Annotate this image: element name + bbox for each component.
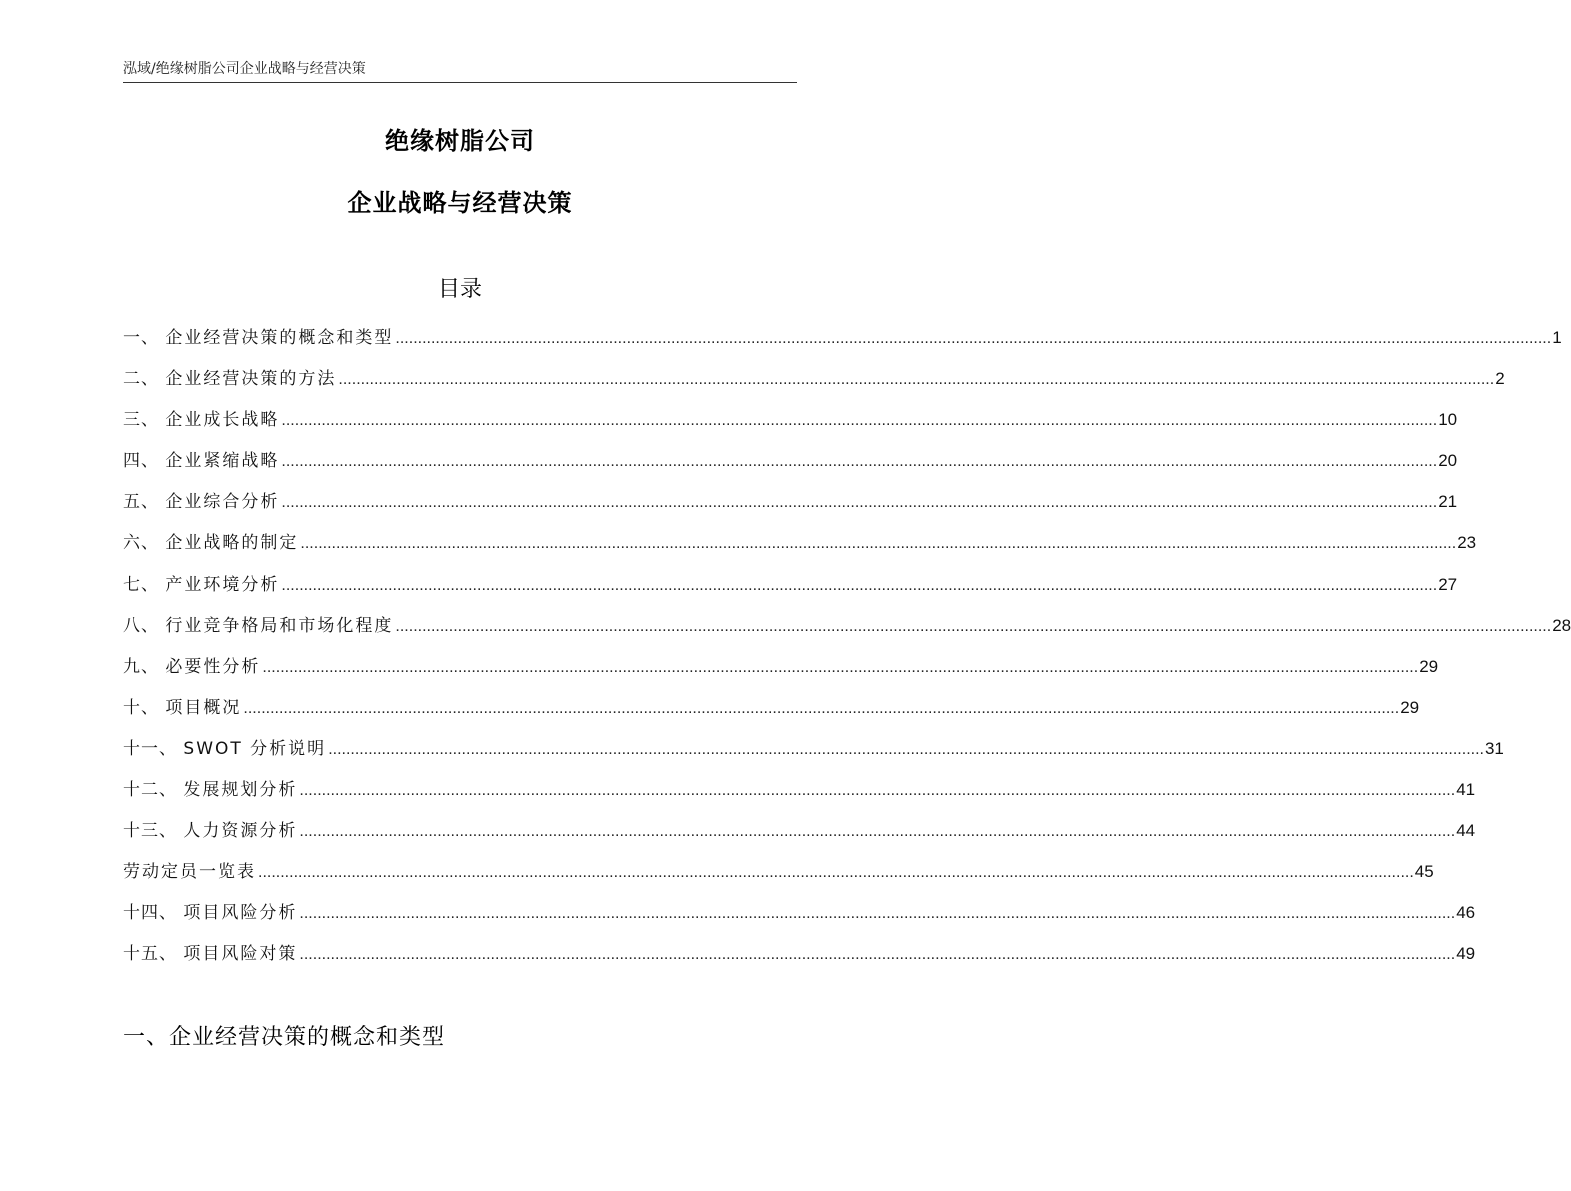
toc-entry[interactable] (123, 399, 1458, 440)
toc-entry-title: 企业战略的制定 (165, 533, 299, 554)
toc-entry-page: 29 (1400, 697, 1420, 717)
toc-entry-number: 七、 (123, 574, 166, 595)
toc-entry-number: 九、 (123, 656, 166, 677)
toc-entry-page: 29 (1419, 656, 1439, 676)
toc-dot-leader: .................................................................................................................................................................................................................................................................... (281, 494, 1438, 512)
toc-entry-page: 28 (1552, 615, 1571, 635)
toc-entry[interactable] (123, 769, 1476, 810)
toc-entry[interactable] (123, 892, 1476, 933)
toc-entry[interactable] (123, 851, 1434, 892)
toc-entry-title: 企业经营决策的概念和类型 (165, 328, 394, 348)
toc-entry[interactable] (123, 687, 1420, 728)
toc-entry[interactable] (123, 358, 1505, 399)
toc-entry-page: 21 (1438, 492, 1458, 512)
toc-dot-leader: .................................................................................................................................................................................................................................................................... (281, 412, 1438, 430)
toc-entry-number: 四、 (123, 451, 166, 472)
toc-entry[interactable] (123, 933, 1476, 974)
toc-entry-number: 六、 (123, 533, 166, 554)
toc-entry[interactable] (123, 317, 1562, 358)
toc-entry-page: 2 (1495, 369, 1505, 389)
toc-entry-number: 十三、 (123, 821, 184, 842)
toc-dot-leader: .................................................................................................................................................................................................................................................................... (243, 699, 1400, 717)
toc-entry[interactable] (123, 440, 1458, 481)
toc-entry-title: 企业紧缩战略 (165, 451, 280, 472)
toc-entry-title: 项目风险分析 (183, 903, 298, 924)
toc-entry-number: 五、 (123, 492, 166, 513)
toc-entry[interactable] (123, 646, 1439, 687)
toc-entry[interactable] (123, 522, 1477, 563)
company-title: 绝缘树脂公司 (385, 127, 535, 155)
document-title: 企业战略与经营决策 (347, 189, 573, 217)
toc-entry-title: 发展规划分析 (183, 780, 298, 801)
toc-entry-title: 产业环境分析 (165, 574, 280, 595)
toc-entry-title: 行业竞争格局和市场化程度 (165, 615, 394, 636)
toc-dot-leader: .................................................................................................................................................................................................................................................................... (299, 946, 1456, 964)
toc-entry-title: SWOT 分析说明 (183, 738, 327, 759)
toc-entry-page: 27 (1438, 574, 1458, 594)
toc-entry-title: 项目概况 (165, 697, 242, 718)
toc-dot-leader: .................................................................................................................................................................................................................................................................... (300, 535, 1457, 553)
toc-entry[interactable] (123, 564, 1458, 605)
toc-entry-page: 10 (1438, 410, 1458, 430)
toc-entry-title: 人力资源分析 (183, 821, 298, 842)
toc-entry-number: 十二、 (123, 780, 184, 801)
toc-entry-title: 企业综合分析 (165, 492, 280, 513)
toc-entry-page: 1 (1552, 328, 1562, 347)
toc-entry[interactable] (123, 481, 1458, 522)
toc-entry-page: 41 (1456, 780, 1476, 800)
toc-dot-leader: .................................................................................................................................................................................................................................................................... (299, 782, 1456, 800)
toc-entry-page: 23 (1457, 533, 1477, 553)
toc-heading: 目录 (437, 277, 482, 302)
toc-dot-leader: .................................................................................................................................................................................................................................................................... (299, 905, 1456, 923)
toc-dot-leader: .................................................................................................................................................................................................................................................................... (281, 453, 1438, 471)
toc-entry[interactable] (123, 810, 1476, 851)
toc-entry-number: 十五、 (123, 944, 184, 965)
toc-dot-leader: .................................................................................................................................................................................................................................................................... (395, 330, 1552, 347)
toc-dot-leader: .................................................................................................................................................................................................................................................................... (395, 617, 1552, 635)
section-heading: 一、企业经营决策的概念和类型 (123, 1025, 446, 1050)
toc-dot-leader: .................................................................................................................................................................................................................................................................... (281, 576, 1438, 594)
toc-entry-number: 十四、 (123, 903, 184, 924)
toc-entry-title: 企业经营决策的方法 (165, 369, 337, 390)
toc-entry-page: 49 (1456, 944, 1476, 964)
toc-entry-page: 46 (1456, 903, 1476, 923)
toc-entry-number: 一、 (123, 328, 166, 348)
toc-dot-leader: .................................................................................................................................................................................................................................................................... (328, 740, 1484, 758)
toc-entry-title: 企业成长战略 (165, 410, 280, 431)
running-header: 泓域/绝缘树脂公司企业战略与经营决策 (123, 58, 797, 83)
toc-dot-leader: .................................................................................................................................................................................................................................................................... (262, 658, 1419, 676)
toc-entry-number: 十、 (123, 697, 166, 718)
toc-entry-title: 劳动定员一览表 (123, 862, 256, 883)
toc-entry-page: 45 (1414, 862, 1434, 882)
toc-entry-title: 项目风险对策 (183, 944, 298, 965)
toc-entry-page: 20 (1438, 451, 1458, 471)
toc-entry-page: 44 (1456, 821, 1476, 841)
toc-dot-leader: .................................................................................................................................................................................................................................................................... (299, 823, 1456, 841)
toc-entry-number: 二、 (123, 369, 166, 390)
toc-entry-number: 十一、 (123, 738, 184, 759)
toc-dot-leader: .................................................................................................................................................................................................................................................................... (338, 371, 1495, 389)
toc-entry-number: 八、 (123, 615, 166, 636)
toc-entry-page: 31 (1484, 738, 1504, 758)
toc-dot-leader: .................................................................................................................................................................................................................................................................... (258, 864, 1414, 882)
toc-entry[interactable] (123, 728, 1504, 769)
toc-entry-number: 三、 (123, 410, 166, 431)
table-of-contents (123, 317, 1571, 975)
toc-entry[interactable] (123, 605, 1571, 646)
toc-entry-title: 必要性分析 (165, 656, 261, 677)
